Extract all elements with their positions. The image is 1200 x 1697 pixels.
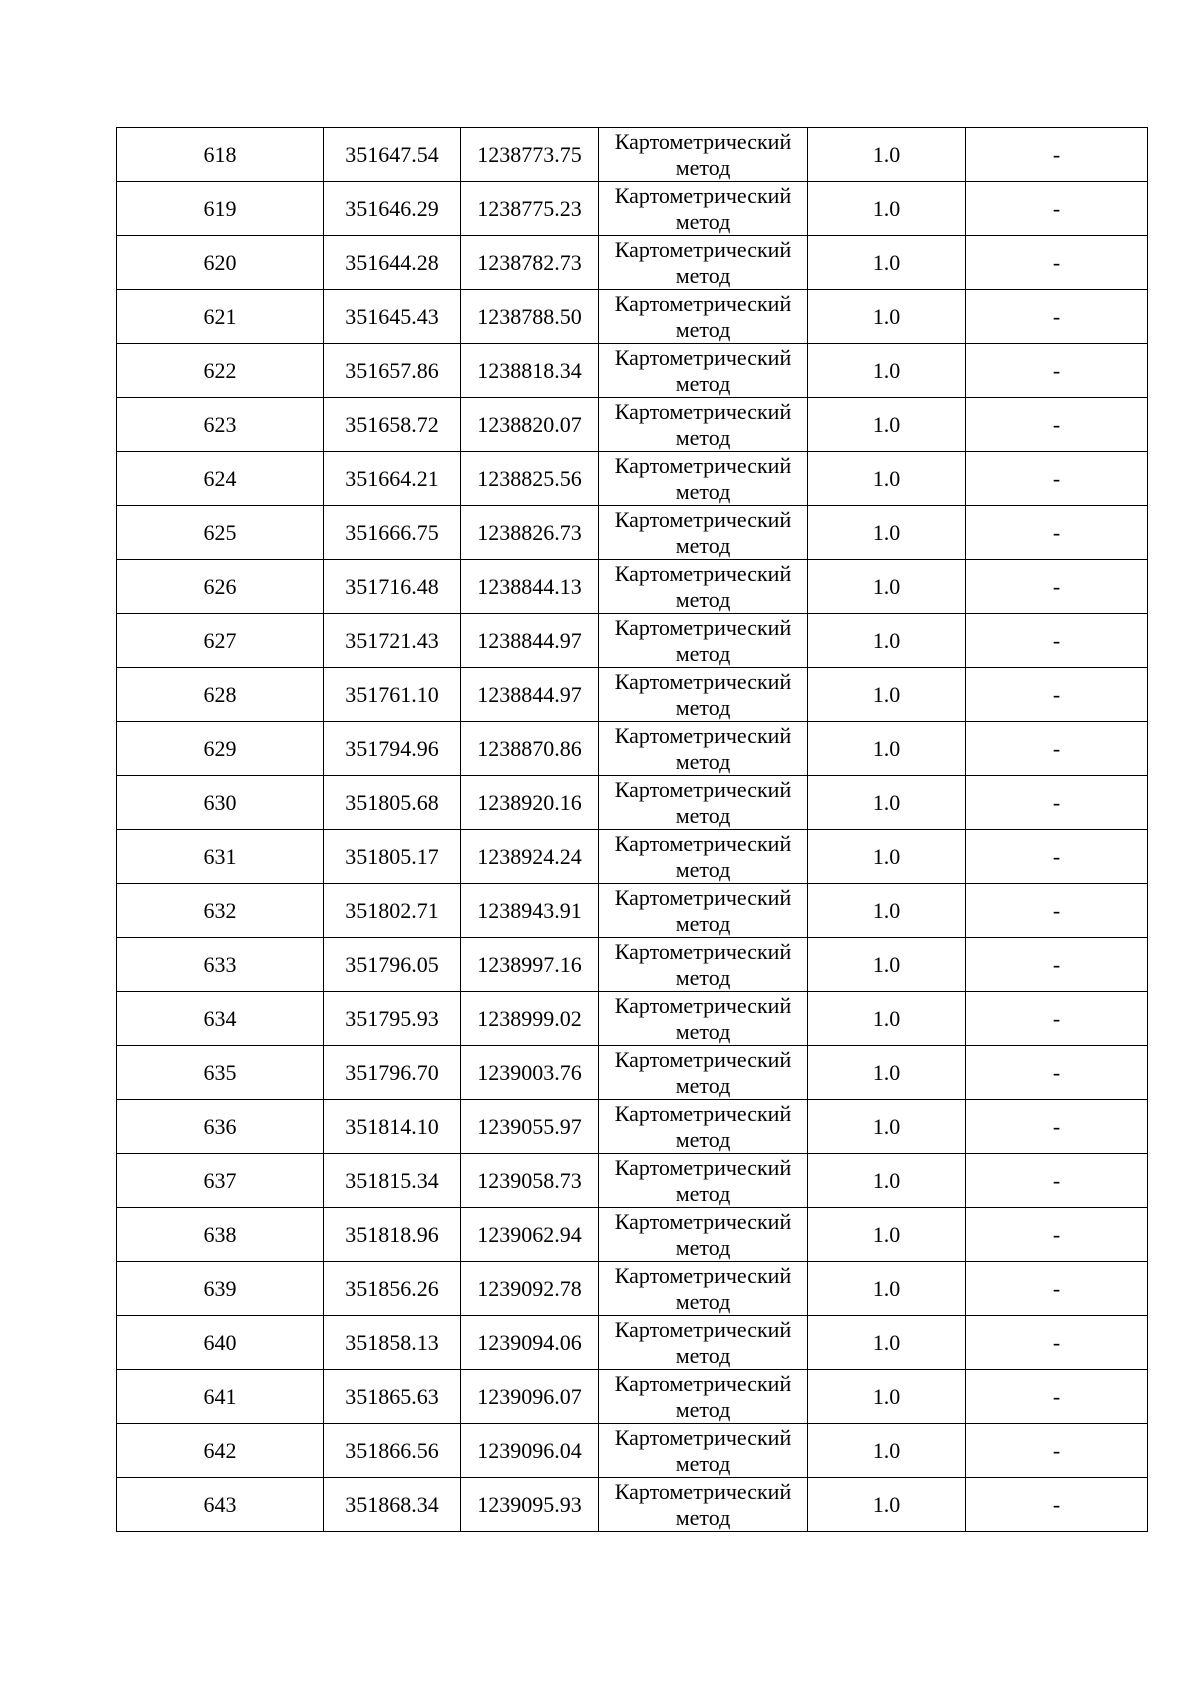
- point-number-cell: 634: [117, 992, 324, 1046]
- y-coordinate-cell: 1239092.78: [461, 1262, 599, 1316]
- note-cell: -: [966, 1208, 1148, 1262]
- precision-cell: 1.0: [808, 1100, 966, 1154]
- y-coordinate-cell: 1239062.94: [461, 1208, 599, 1262]
- table-row: [117, 1154, 1148, 1208]
- y-coordinate-cell: 1238924.24: [461, 830, 599, 884]
- method-cell: [599, 1370, 808, 1424]
- x-coordinate-cell: 351858.13: [324, 1316, 461, 1370]
- x-coordinate-cell: 351814.10: [324, 1100, 461, 1154]
- method-line-1: Картометрический: [614, 560, 792, 586]
- x-coordinate-cell: 351802.71: [324, 884, 461, 938]
- precision-cell: 1.0: [808, 722, 966, 776]
- x-coordinate-cell: 351805.68: [324, 776, 461, 830]
- method-cell: [599, 992, 808, 1046]
- method-cell: [599, 938, 808, 992]
- method-line-2: метод: [675, 154, 731, 180]
- method-line-1: Картометрический: [614, 236, 792, 262]
- method-cell: [599, 1208, 808, 1262]
- precision-cell: 1.0: [808, 668, 966, 722]
- precision-cell: 1.0: [808, 1370, 966, 1424]
- x-coordinate-cell: 351716.48: [324, 560, 461, 614]
- method-line-2: метод: [675, 1180, 731, 1206]
- table-row: [117, 884, 1148, 938]
- method-line-2: метод: [675, 1450, 731, 1476]
- y-coordinate-cell: 1238844.97: [461, 614, 599, 668]
- coordinates-table: [116, 127, 1148, 1532]
- table-row: [117, 236, 1148, 290]
- precision-cell: 1.0: [808, 992, 966, 1046]
- x-coordinate-cell: 351666.75: [324, 506, 461, 560]
- table-row: [117, 1262, 1148, 1316]
- table-row: [117, 1370, 1148, 1424]
- y-coordinate-cell: 1238844.13: [461, 560, 599, 614]
- y-coordinate-cell: 1239003.76: [461, 1046, 599, 1100]
- point-number-cell: 642: [117, 1424, 324, 1478]
- table-row: [117, 992, 1148, 1046]
- point-number-cell: 626: [117, 560, 324, 614]
- note-cell: -: [966, 1100, 1148, 1154]
- precision-cell: 1.0: [808, 506, 966, 560]
- note-cell: -: [966, 1046, 1148, 1100]
- method-cell: [599, 182, 808, 236]
- method-line-1: Картометрический: [614, 398, 792, 424]
- method-line-1: Картометрический: [614, 1370, 792, 1396]
- y-coordinate-cell: 1238825.56: [461, 452, 599, 506]
- point-number-cell: 630: [117, 776, 324, 830]
- x-coordinate-cell: 351796.70: [324, 1046, 461, 1100]
- note-cell: -: [966, 560, 1148, 614]
- method-cell: [599, 776, 808, 830]
- table-row: [117, 1316, 1148, 1370]
- table-row: [117, 668, 1148, 722]
- precision-cell: 1.0: [808, 344, 966, 398]
- note-cell: -: [966, 776, 1148, 830]
- method-cell: [599, 1100, 808, 1154]
- y-coordinate-cell: 1239096.04: [461, 1424, 599, 1478]
- table-row: [117, 398, 1148, 452]
- table-row: [117, 452, 1148, 506]
- precision-cell: 1.0: [808, 1262, 966, 1316]
- point-number-cell: 624: [117, 452, 324, 506]
- x-coordinate-cell: 351646.29: [324, 182, 461, 236]
- method-line-2: метод: [675, 478, 731, 504]
- y-coordinate-cell: 1238826.73: [461, 506, 599, 560]
- method-line-1: Картометрический: [614, 938, 792, 964]
- x-coordinate-cell: 351805.17: [324, 830, 461, 884]
- method-line-2: метод: [675, 1342, 731, 1368]
- table-row: [117, 128, 1148, 182]
- method-line-2: метод: [675, 748, 731, 774]
- y-coordinate-cell: 1238844.97: [461, 668, 599, 722]
- method-line-1: Картометрический: [614, 992, 792, 1018]
- note-cell: -: [966, 938, 1148, 992]
- method-line-2: метод: [675, 424, 731, 450]
- method-cell: [599, 722, 808, 776]
- method-cell: [599, 830, 808, 884]
- method-line-1: Картометрический: [614, 1262, 792, 1288]
- note-cell: -: [966, 236, 1148, 290]
- method-line-1: Картометрический: [614, 1154, 792, 1180]
- y-coordinate-cell: 1238943.91: [461, 884, 599, 938]
- method-line-2: метод: [675, 856, 731, 882]
- point-number-cell: 641: [117, 1370, 324, 1424]
- method-line-2: метод: [675, 1504, 731, 1530]
- method-cell: [599, 884, 808, 938]
- y-coordinate-cell: 1239055.97: [461, 1100, 599, 1154]
- y-coordinate-cell: 1238999.02: [461, 992, 599, 1046]
- table-row: [117, 938, 1148, 992]
- note-cell: -: [966, 884, 1148, 938]
- note-cell: -: [966, 614, 1148, 668]
- note-cell: -: [966, 344, 1148, 398]
- method-cell: [599, 1316, 808, 1370]
- point-number-cell: 619: [117, 182, 324, 236]
- precision-cell: 1.0: [808, 1046, 966, 1100]
- point-number-cell: 637: [117, 1154, 324, 1208]
- method-cell: [599, 506, 808, 560]
- note-cell: -: [966, 506, 1148, 560]
- point-number-cell: 623: [117, 398, 324, 452]
- x-coordinate-cell: 351658.72: [324, 398, 461, 452]
- method-line-1: Картометрический: [614, 128, 792, 154]
- method-cell: [599, 668, 808, 722]
- method-line-1: Картометрический: [614, 668, 792, 694]
- y-coordinate-cell: 1238788.50: [461, 290, 599, 344]
- method-line-2: метод: [675, 316, 731, 342]
- note-cell: -: [966, 668, 1148, 722]
- y-coordinate-cell: 1238997.16: [461, 938, 599, 992]
- precision-cell: 1.0: [808, 1316, 966, 1370]
- point-number-cell: 620: [117, 236, 324, 290]
- precision-cell: 1.0: [808, 398, 966, 452]
- table-row: [117, 506, 1148, 560]
- method-line-2: метод: [675, 532, 731, 558]
- method-line-2: метод: [675, 1126, 731, 1152]
- method-cell: [599, 128, 808, 182]
- note-cell: -: [966, 1478, 1148, 1532]
- table-row: [117, 614, 1148, 668]
- point-number-cell: 632: [117, 884, 324, 938]
- precision-cell: 1.0: [808, 1424, 966, 1478]
- note-cell: -: [966, 992, 1148, 1046]
- note-cell: -: [966, 722, 1148, 776]
- table-body: [117, 128, 1148, 1532]
- x-coordinate-cell: 351818.96: [324, 1208, 461, 1262]
- precision-cell: 1.0: [808, 776, 966, 830]
- y-coordinate-cell: 1238870.86: [461, 722, 599, 776]
- y-coordinate-cell: 1238775.23: [461, 182, 599, 236]
- method-cell: [599, 344, 808, 398]
- note-cell: -: [966, 128, 1148, 182]
- precision-cell: 1.0: [808, 1208, 966, 1262]
- method-line-2: метод: [675, 640, 731, 666]
- method-line-2: метод: [675, 910, 731, 936]
- method-line-1: Картометрический: [614, 452, 792, 478]
- method-cell: [599, 1046, 808, 1100]
- point-number-cell: 636: [117, 1100, 324, 1154]
- precision-cell: 1.0: [808, 290, 966, 344]
- method-line-2: метод: [675, 694, 731, 720]
- precision-cell: 1.0: [808, 614, 966, 668]
- table-row: [117, 1424, 1148, 1478]
- precision-cell: 1.0: [808, 1478, 966, 1532]
- y-coordinate-cell: 1238920.16: [461, 776, 599, 830]
- method-line-1: Картометрический: [614, 290, 792, 316]
- method-cell: [599, 1154, 808, 1208]
- x-coordinate-cell: 351795.93: [324, 992, 461, 1046]
- y-coordinate-cell: 1238782.73: [461, 236, 599, 290]
- method-line-1: Картометрический: [614, 830, 792, 856]
- method-line-1: Картометрический: [614, 884, 792, 910]
- precision-cell: 1.0: [808, 128, 966, 182]
- method-line-1: Картометрический: [614, 1424, 792, 1450]
- note-cell: -: [966, 1424, 1148, 1478]
- x-coordinate-cell: 351657.86: [324, 344, 461, 398]
- point-number-cell: 629: [117, 722, 324, 776]
- x-coordinate-cell: 351856.26: [324, 1262, 461, 1316]
- table-row: [117, 722, 1148, 776]
- method-line-1: Картометрический: [614, 344, 792, 370]
- table-row: [117, 776, 1148, 830]
- point-number-cell: 633: [117, 938, 324, 992]
- method-cell: [599, 398, 808, 452]
- note-cell: -: [966, 452, 1148, 506]
- method-cell: [599, 236, 808, 290]
- x-coordinate-cell: 351647.54: [324, 128, 461, 182]
- table-row: [117, 1478, 1148, 1532]
- x-coordinate-cell: 351796.05: [324, 938, 461, 992]
- method-line-1: Картометрический: [614, 1208, 792, 1234]
- y-coordinate-cell: 1238820.07: [461, 398, 599, 452]
- point-number-cell: 635: [117, 1046, 324, 1100]
- y-coordinate-cell: 1239096.07: [461, 1370, 599, 1424]
- note-cell: -: [966, 398, 1148, 452]
- y-coordinate-cell: 1239058.73: [461, 1154, 599, 1208]
- table-row: [117, 290, 1148, 344]
- method-cell: [599, 560, 808, 614]
- method-line-2: метод: [675, 586, 731, 612]
- method-line-2: метод: [675, 208, 731, 234]
- y-coordinate-cell: 1239094.06: [461, 1316, 599, 1370]
- x-coordinate-cell: 351868.34: [324, 1478, 461, 1532]
- x-coordinate-cell: 351644.28: [324, 236, 461, 290]
- table-row: [117, 560, 1148, 614]
- x-coordinate-cell: 351645.43: [324, 290, 461, 344]
- method-cell: [599, 1478, 808, 1532]
- point-number-cell: 640: [117, 1316, 324, 1370]
- point-number-cell: 639: [117, 1262, 324, 1316]
- x-coordinate-cell: 351866.56: [324, 1424, 461, 1478]
- point-number-cell: 643: [117, 1478, 324, 1532]
- method-line-1: Картометрический: [614, 722, 792, 748]
- x-coordinate-cell: 351761.10: [324, 668, 461, 722]
- method-cell: [599, 1262, 808, 1316]
- note-cell: -: [966, 1154, 1148, 1208]
- method-line-2: метод: [675, 262, 731, 288]
- method-line-2: метод: [675, 1072, 731, 1098]
- y-coordinate-cell: 1239095.93: [461, 1478, 599, 1532]
- note-cell: -: [966, 182, 1148, 236]
- method-cell: [599, 614, 808, 668]
- method-line-2: метод: [675, 1234, 731, 1260]
- method-line-2: метод: [675, 802, 731, 828]
- point-number-cell: 618: [117, 128, 324, 182]
- note-cell: -: [966, 1370, 1148, 1424]
- precision-cell: 1.0: [808, 236, 966, 290]
- point-number-cell: 621: [117, 290, 324, 344]
- method-line-1: Картометрический: [614, 506, 792, 532]
- method-line-2: метод: [675, 1396, 731, 1422]
- table-row: [117, 182, 1148, 236]
- method-line-1: Картометрический: [614, 1478, 792, 1504]
- x-coordinate-cell: 351865.63: [324, 1370, 461, 1424]
- precision-cell: 1.0: [808, 938, 966, 992]
- table-row: [117, 344, 1148, 398]
- method-line-1: Картометрический: [614, 1100, 792, 1126]
- precision-cell: 1.0: [808, 452, 966, 506]
- method-line-2: метод: [675, 1018, 731, 1044]
- x-coordinate-cell: 351664.21: [324, 452, 461, 506]
- method-line-1: Картометрический: [614, 776, 792, 802]
- precision-cell: 1.0: [808, 884, 966, 938]
- point-number-cell: 627: [117, 614, 324, 668]
- method-line-1: Картометрический: [614, 1046, 792, 1072]
- y-coordinate-cell: 1238818.34: [461, 344, 599, 398]
- method-cell: [599, 1424, 808, 1478]
- point-number-cell: 625: [117, 506, 324, 560]
- precision-cell: 1.0: [808, 1154, 966, 1208]
- precision-cell: 1.0: [808, 182, 966, 236]
- note-cell: -: [966, 290, 1148, 344]
- table-row: [117, 830, 1148, 884]
- y-coordinate-cell: 1238773.75: [461, 128, 599, 182]
- table-row: [117, 1046, 1148, 1100]
- table-row: [117, 1208, 1148, 1262]
- x-coordinate-cell: 351721.43: [324, 614, 461, 668]
- precision-cell: 1.0: [808, 830, 966, 884]
- x-coordinate-cell: 351815.34: [324, 1154, 461, 1208]
- method-line-2: метод: [675, 1288, 731, 1314]
- method-line-1: Картометрический: [614, 614, 792, 640]
- method-line-1: Картометрический: [614, 1316, 792, 1342]
- note-cell: -: [966, 830, 1148, 884]
- method-cell: [599, 452, 808, 506]
- note-cell: -: [966, 1316, 1148, 1370]
- point-number-cell: 628: [117, 668, 324, 722]
- table-row: [117, 1100, 1148, 1154]
- point-number-cell: 638: [117, 1208, 324, 1262]
- note-cell: -: [966, 1262, 1148, 1316]
- method-line-2: метод: [675, 964, 731, 990]
- method-cell: [599, 290, 808, 344]
- method-line-1: Картометрический: [614, 182, 792, 208]
- point-number-cell: 631: [117, 830, 324, 884]
- precision-cell: 1.0: [808, 560, 966, 614]
- method-line-2: метод: [675, 370, 731, 396]
- point-number-cell: 622: [117, 344, 324, 398]
- x-coordinate-cell: 351794.96: [324, 722, 461, 776]
